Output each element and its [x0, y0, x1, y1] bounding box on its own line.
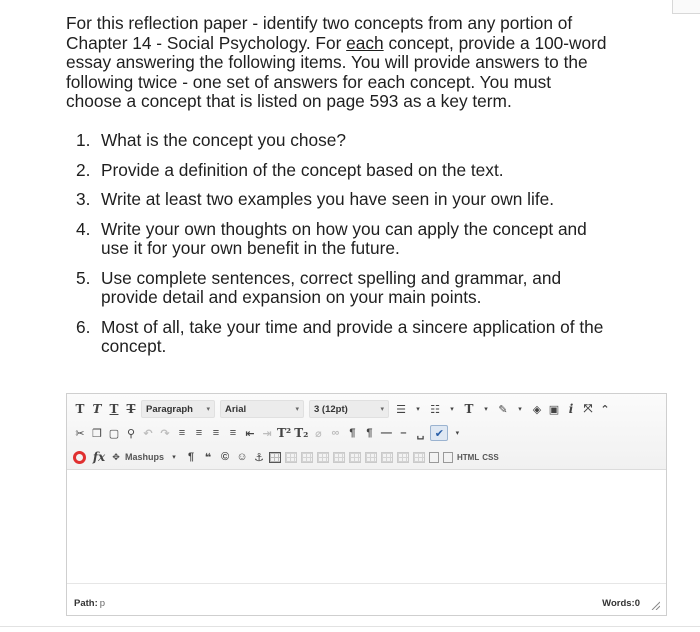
chevron-down-icon: ▾: [295, 406, 299, 413]
font-size-select[interactable]: 3 (12pt) ▾: [309, 400, 389, 418]
math-formula-icon[interactable]: fx: [92, 450, 106, 464]
list-item: 6. Most of all, take your time and provide a sincere application of the concept.: [76, 316, 604, 356]
toolbar-row-3: [73, 447, 502, 467]
align-right-icon[interactable]: ≡: [212, 427, 220, 439]
col-after-icon[interactable]: [381, 452, 393, 463]
undo-icon[interactable]: ↶: [143, 427, 153, 440]
paragraph-mark-icon[interactable]: ¶: [187, 451, 195, 463]
toolbar-row-1: [73, 399, 615, 419]
link-icon[interactable]: ⌀: [315, 427, 322, 440]
instruction-line: choose a concept that is listed on page 593 as a key term.: [66, 91, 512, 111]
col-before-icon[interactable]: [365, 452, 377, 463]
bold-button[interactable]: T: [75, 402, 85, 416]
mashups-icon: ✥: [112, 451, 120, 462]
chevron-down-icon[interactable]: ▾: [172, 454, 176, 461]
text-color-icon[interactable]: T: [464, 402, 474, 416]
chevron-down-icon: ▾: [206, 406, 210, 413]
align-left-icon[interactable]: ≡: [178, 427, 186, 439]
chevron-down-icon: ▾: [380, 406, 384, 413]
paragraph-format-select[interactable]: Paragraph ▾: [141, 400, 215, 418]
editor-text-area[interactable]: [67, 471, 666, 583]
insert-table-icon[interactable]: [269, 452, 281, 463]
record-icon[interactable]: [73, 451, 86, 464]
instruction-line: Chapter 14 - Social Psychology. For each concept, provide a 100-word: [66, 32, 607, 53]
spellcheck-icon[interactable]: ✔: [430, 425, 448, 441]
row-before-icon[interactable]: [317, 452, 329, 463]
split-cells-icon[interactable]: [413, 452, 425, 463]
instruction-line: following twice - one set of answers for each concept. You must: [66, 71, 552, 92]
top-right-box: [672, 0, 700, 14]
outdent-icon[interactable]: ⇤: [245, 427, 255, 440]
rtl-icon[interactable]: ¶: [366, 427, 373, 439]
numbered-list-icon[interactable]: ☷: [430, 403, 440, 416]
instruction-line: For this reflection paper - identify two concepts from any portion of: [66, 13, 573, 33]
list-item: 1. What is the concept you chose?: [76, 130, 346, 150]
superscript-icon[interactable]: T²: [277, 426, 292, 440]
clear-format-icon[interactable]: ◈: [532, 403, 542, 416]
cell-props-icon[interactable]: [443, 452, 453, 463]
css-button[interactable]: CSS: [482, 452, 499, 462]
info-icon[interactable]: i: [568, 402, 574, 416]
editor-toolbar: [67, 394, 666, 470]
chevron-down-icon[interactable]: ▾: [518, 406, 522, 413]
emphasis-each: each: [346, 32, 384, 53]
resize-handle-icon[interactable]: [650, 600, 660, 610]
font-family-select[interactable]: Arial ▾: [220, 400, 304, 418]
assignment-instructions: [66, 14, 666, 112]
chevron-down-icon[interactable]: ▾: [416, 406, 420, 413]
strikethrough-button[interactable]: T: [126, 402, 136, 416]
horizontal-rule-icon[interactable]: —: [380, 427, 392, 439]
chevron-down-icon[interactable]: ▾: [455, 430, 460, 437]
list-item: 2. Provide a definition of the concept based on the text.: [76, 159, 504, 180]
indent-icon[interactable]: ⇥: [262, 427, 272, 440]
fullscreen-icon[interactable]: ⤧: [583, 402, 593, 415]
italic-button[interactable]: T: [92, 402, 102, 416]
delete-row-icon[interactable]: [349, 452, 361, 463]
preview-icon[interactable]: ▣: [548, 403, 560, 416]
non-breaking-dash-icon[interactable]: –: [400, 427, 407, 439]
editor-status-bar: [67, 583, 666, 615]
rich-text-editor: [66, 393, 667, 616]
merge-cells-icon[interactable]: [429, 452, 439, 463]
chevron-down-icon[interactable]: ▾: [484, 406, 488, 413]
align-justify-icon[interactable]: ≡: [229, 427, 237, 439]
collapse-toolbar-icon[interactable]: ⌃: [600, 403, 610, 416]
cut-icon[interactable]: ✂: [75, 427, 85, 440]
bottom-divider: [0, 626, 700, 627]
anchor-icon[interactable]: ⚓: [254, 451, 264, 464]
copy-icon[interactable]: ❐: [92, 427, 102, 440]
element-path: Path: p: [74, 598, 106, 609]
instruction-line: essay answering the following items. You will provide answers to the: [66, 52, 588, 72]
blockquote-icon[interactable]: ❝: [204, 451, 212, 464]
list-item: 5. Use complete sentences, correct spelling and grammar, and provide detail and expansion on your main points.: [76, 267, 562, 307]
chevron-down-icon[interactable]: ▾: [450, 406, 454, 413]
mashups-menu[interactable]: Mashups: [125, 452, 165, 462]
top-edge: [0, 0, 700, 14]
html-source-button[interactable]: HTML: [457, 452, 480, 462]
table-props-icon[interactable]: [285, 452, 297, 463]
unlink-icon[interactable]: ∞: [331, 427, 340, 439]
bullet-list-icon[interactable]: ☰: [396, 403, 406, 416]
list-item: 3. Write at least two examples you have seen in your own life.: [76, 189, 555, 209]
underline-button[interactable]: T: [109, 402, 119, 416]
highlight-pen-icon[interactable]: ✎: [498, 403, 508, 416]
align-center-icon[interactable]: ≡: [195, 427, 203, 439]
path-element-p[interactable]: p: [99, 598, 106, 609]
paste-icon[interactable]: ▢: [108, 427, 120, 440]
subscript-icon[interactable]: T₂: [294, 426, 309, 440]
ltr-icon[interactable]: ¶: [349, 427, 356, 439]
nbsp-icon[interactable]: ␣: [416, 427, 425, 440]
copyright-icon[interactable]: ©: [220, 451, 230, 463]
delete-table-icon[interactable]: [301, 452, 313, 463]
delete-col-icon[interactable]: [397, 452, 409, 463]
question-list: [66, 128, 666, 357]
emoticon-icon[interactable]: ☺: [236, 451, 248, 463]
redo-icon[interactable]: ↷: [160, 427, 170, 440]
row-after-icon[interactable]: [333, 452, 345, 463]
word-count: Words:0: [602, 598, 640, 609]
toolbar-row-2: [73, 423, 467, 443]
list-item: 4. Write your own thoughts on how you can apply the concept and use it for your own benefit in the future.: [76, 218, 587, 258]
find-icon[interactable]: ⚲: [126, 427, 136, 440]
